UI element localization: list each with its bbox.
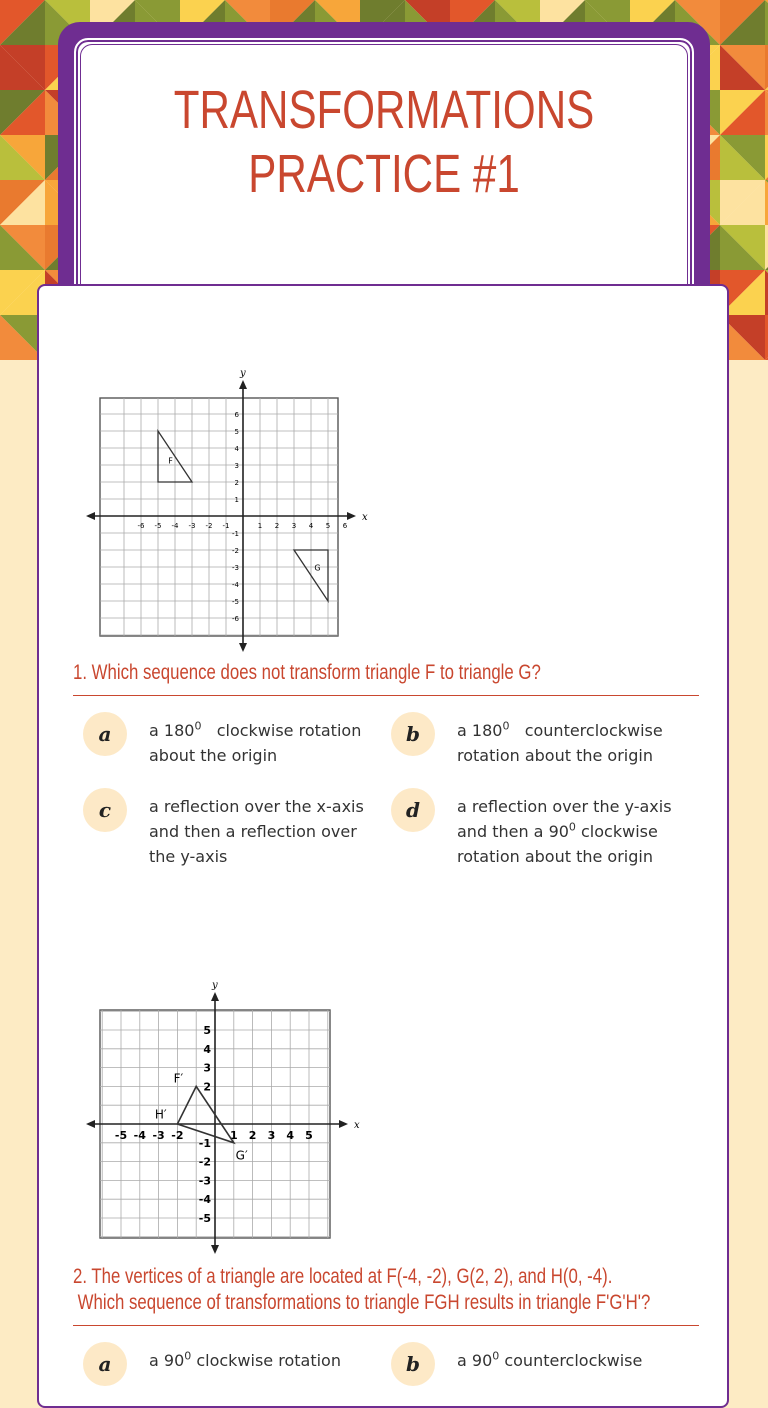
x-tick-label: 3 <box>291 522 297 530</box>
choice-text: a $90^0$ clockwise rotation <box>149 1349 341 1370</box>
coordinate-graph-2 <box>75 972 365 1262</box>
x-tick-label: 5 <box>325 522 331 530</box>
y-tick-label: -1 <box>232 530 239 538</box>
page-title <box>130 78 639 206</box>
x-axis-arrow-right <box>339 1120 348 1128</box>
choice-text: a $180^0$ counterclockwise rotation about the origin <box>457 719 668 765</box>
question-2-divider <box>73 1325 699 1326</box>
x-tick-label: -4 <box>171 522 179 530</box>
x-tick-label: 5 <box>305 1129 313 1142</box>
x-tick-label: 4 <box>308 522 314 530</box>
y-axis-arrow-up <box>239 380 247 389</box>
x-tick-label: 3 <box>267 1129 276 1142</box>
choice-text: a $90^0$ counterclockwise <box>457 1349 643 1370</box>
y-axis-arrow-down <box>239 643 247 652</box>
x-tick-label: -5 <box>154 522 162 530</box>
y-axis-arrow-up <box>211 992 219 1001</box>
question-2-text <box>73 1264 651 1316</box>
y-tick-label: -5 <box>198 1212 211 1225</box>
y-tick-label: 2 <box>234 479 239 487</box>
x-tick-label: -6 <box>137 522 145 530</box>
y-tick-label: -1 <box>198 1136 211 1150</box>
x-tick-label: -1 <box>222 522 230 530</box>
x-tick-label: 1 <box>229 1129 238 1142</box>
x-tick-label: -3 <box>188 522 196 530</box>
y-tick-label: -2 <box>198 1155 211 1169</box>
x-tick-label: -4 <box>133 1129 146 1142</box>
page-title-line1: TRANSFORMATIONS <box>173 80 595 140</box>
y-tick-label: 3 <box>234 462 239 470</box>
question-1-divider <box>73 695 699 696</box>
x-tick-label: 4 <box>286 1129 295 1142</box>
triangle-g-label: G <box>314 563 321 573</box>
choice-letter-badge: b <box>391 1342 435 1386</box>
y-tick-label: 1 <box>234 496 239 504</box>
question-2-line1: 2. The vertices of a triangle are located at F(-4, -2), G(2, 2), and H(0, -4). <box>73 1265 613 1288</box>
x-tick-label: 2 <box>248 1129 257 1142</box>
x-tick-label: -2 <box>205 522 213 530</box>
choice-text: a reflection over the y-axis and then a $90^0$ clockwise rotation about the origin <box>457 797 672 866</box>
grid-frame <box>100 398 338 636</box>
page-title-line2: PRACTICE #1 <box>248 144 520 204</box>
triangle-f-label: F <box>168 456 173 466</box>
y-tick-label: -2 <box>232 547 239 555</box>
y-tick-label: 3 <box>203 1061 211 1075</box>
x-axis-arrow-left <box>86 512 95 520</box>
y-tick-label: 4 <box>203 1042 211 1056</box>
choice-letter-badge: a <box>83 712 127 756</box>
choice-text: a $180^0$ clockwise rotation about the origin <box>149 719 367 765</box>
choice-letter-badge: d <box>391 788 435 832</box>
y-tick-label: -3 <box>232 564 239 572</box>
x-tick-label: 1 <box>257 522 263 530</box>
choice-text: a reflection over the x-axis and then a reflection over the y-axis <box>149 797 364 866</box>
x-axis-arrow-right <box>347 512 356 520</box>
x-axis-arrow-left <box>86 1120 95 1128</box>
worksheet-content <box>37 284 729 1408</box>
y-tick-label: 5 <box>234 428 239 436</box>
x-tick-label: -5 <box>114 1129 128 1142</box>
y-tick-label: 6 <box>234 411 239 419</box>
triangle-f-prime-label: F′ <box>173 1071 184 1086</box>
x-axis-label: x <box>362 512 368 523</box>
triangle-h-prime-label: H′ <box>154 1107 167 1122</box>
x-tick-label: -3 <box>152 1129 165 1142</box>
y-tick-label: -4 <box>232 581 239 589</box>
x-tick-label: 6 <box>342 522 348 530</box>
y-tick-label: -6 <box>232 615 239 623</box>
question-2-line2: Which sequence of transformations to triangle FGH results in triangle F'G'H'? <box>73 1291 651 1314</box>
y-axis-label: y <box>212 980 218 991</box>
y-tick-label: 2 <box>203 1080 211 1094</box>
y-axis-label: y <box>240 368 246 379</box>
y-tick-label: 4 <box>234 445 239 453</box>
y-tick-label: 5 <box>203 1024 211 1037</box>
y-tick-label: -4 <box>198 1193 211 1207</box>
choice-letter-badge: c <box>83 788 127 832</box>
question-1-text: 1. Which sequence does not transform triangle F to triangle G? <box>73 661 541 684</box>
choice-letter-badge: b <box>391 712 435 756</box>
x-axis-label: x <box>354 1120 360 1131</box>
y-tick-label: -3 <box>198 1174 211 1188</box>
y-axis-arrow-down <box>211 1245 219 1254</box>
coordinate-graph-1 <box>81 368 371 658</box>
x-tick-label: -2 <box>171 1129 184 1142</box>
choice-letter-badge: a <box>83 1342 127 1386</box>
triangle-g-prime-label: G′ <box>235 1148 248 1163</box>
y-tick-label: -5 <box>232 598 239 606</box>
x-tick-label: 2 <box>274 522 280 530</box>
